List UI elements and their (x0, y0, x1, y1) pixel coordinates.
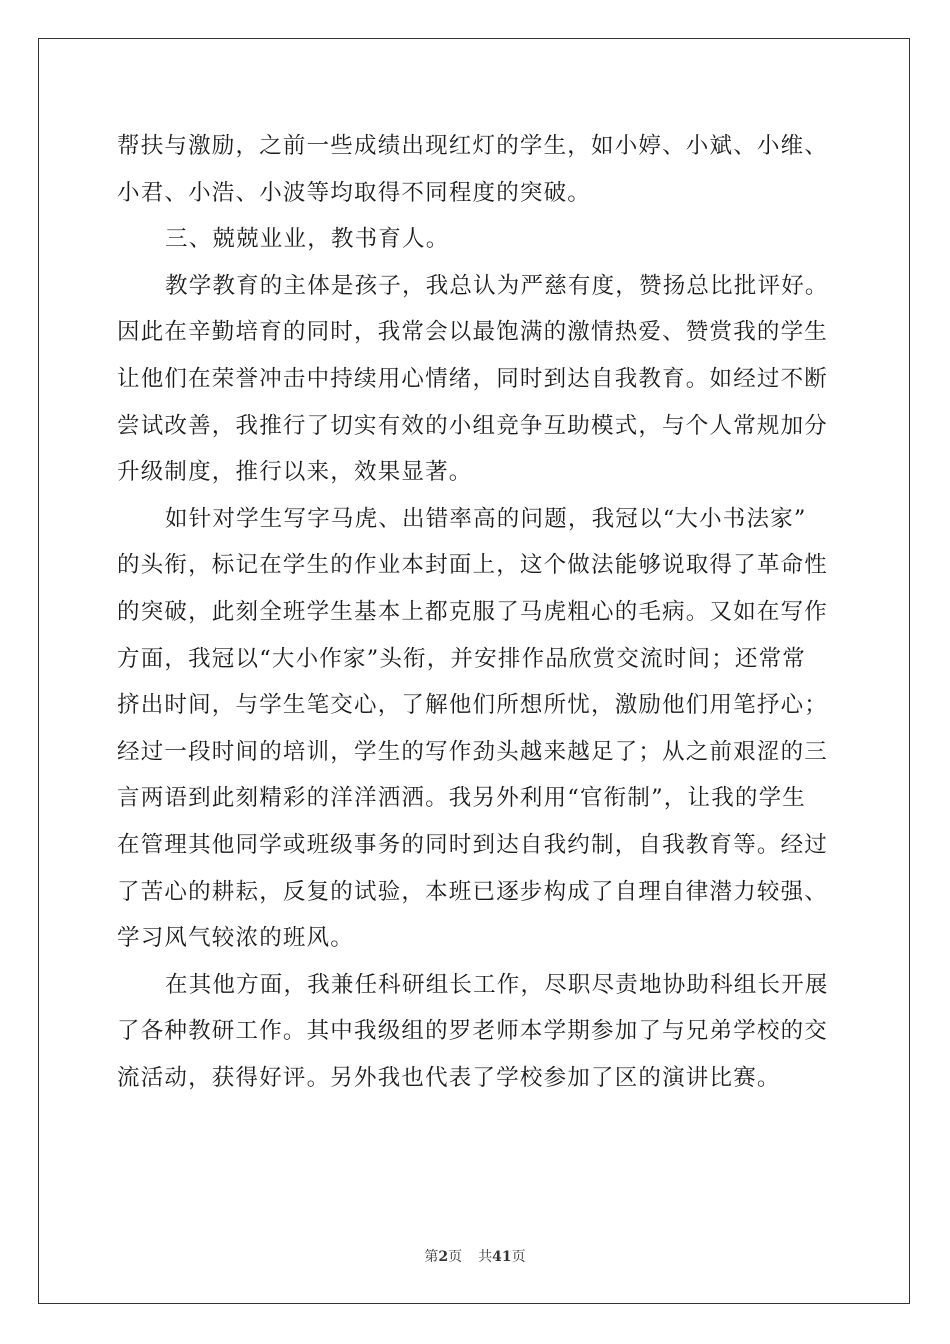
paragraph-5 (117, 962, 833, 1102)
page-number: 2 (438, 1249, 449, 1265)
paragraph-line: 在其他方面，我兼任科研组长工作，尽职尽责地协助科组长开展 (165, 971, 829, 998)
paragraph-line: 的头衔，标记在学生的作业本封面上，这个做法能够说取得了革命性 (117, 552, 829, 579)
paragraph-line: 方面，我冠以“大小作家”头衔，并安排作品欣赏交流时间；还常常 (117, 645, 807, 672)
paragraph-3 (117, 263, 833, 496)
total-prefix: 共 (478, 1249, 493, 1265)
paragraph-line: 了苦心的耕耘，反复的试验，本班已逐步构成了自理自律潜力较强、 (117, 878, 829, 905)
paragraph-line: 了各种教研工作。其中我级组的罗老师本学期参加了与兄弟学校的交 (117, 1018, 829, 1045)
paragraph-line: 挤出时间，与学生笔交心，了解他们所想所忧，激励他们用笔抒心； (117, 692, 829, 719)
paragraph-line: 流活动，获得好评。另外我也代表了学校参加了区的演讲比赛。 (117, 1064, 781, 1091)
paragraph-line: 尝试改善，我推行了切实有效的小组竞争互助模式，与个人常规加分 (117, 412, 829, 439)
paragraph-line: 的突破，此刻全班学生基本上都克服了马虎粗心的毛病。又如在写作 (117, 598, 829, 625)
paragraph-line: 因此在辛勤培育的同时，我常会以最饱满的激情热爱、赞赏我的学生 (117, 319, 829, 346)
document-body (117, 123, 833, 1101)
page-suffix: 页 (448, 1249, 463, 1265)
paragraph-line: 升级制度，推行以来，效果显著。 (117, 459, 473, 486)
paragraph-1 (117, 123, 833, 216)
paragraph-4 (117, 496, 833, 962)
paragraph-line: 让他们在荣誉冲击中持续用心情绪，同时到达自我教育。如经过不断 (117, 365, 829, 392)
page-footer (0, 1246, 950, 1266)
paragraph-line: 经过一段时间的培训，学生的写作劲头越来越足了；从之前艰涩的三 (117, 738, 829, 765)
paragraph-line: 小君、小浩、小波等均取得不同程度的突破。 (117, 179, 592, 206)
total-suffix: 页 (511, 1249, 526, 1265)
total-pages: 41 (492, 1249, 512, 1265)
paragraph-line: 三、兢兢业业，教书育人。 (165, 226, 450, 253)
paragraph-line: 在管理其他同学或班级事务的同时到达自我约制，自我教育等。经过 (117, 831, 829, 858)
page-prefix: 第 (424, 1249, 439, 1265)
paragraph-line: 教学教育的主体是孩子，我总认为严慈有度，赞扬总比批评好。 (165, 272, 829, 299)
paragraph-line: 学习风气较浓的班风。 (117, 925, 355, 952)
paragraph-line: 帮扶与激励，之前一些成绩出现红灯的学生，如小婷、小斌、小维、 (117, 133, 829, 159)
section-heading (117, 216, 833, 263)
paragraph-line: 言两语到此刻精彩的洋洋洒洒。我另外利用“官衔制”，让我的学生 (117, 785, 807, 812)
paragraph-line: 如针对学生写字马虎、出错率高的问题，我冠以“大小书法家” (165, 505, 807, 532)
